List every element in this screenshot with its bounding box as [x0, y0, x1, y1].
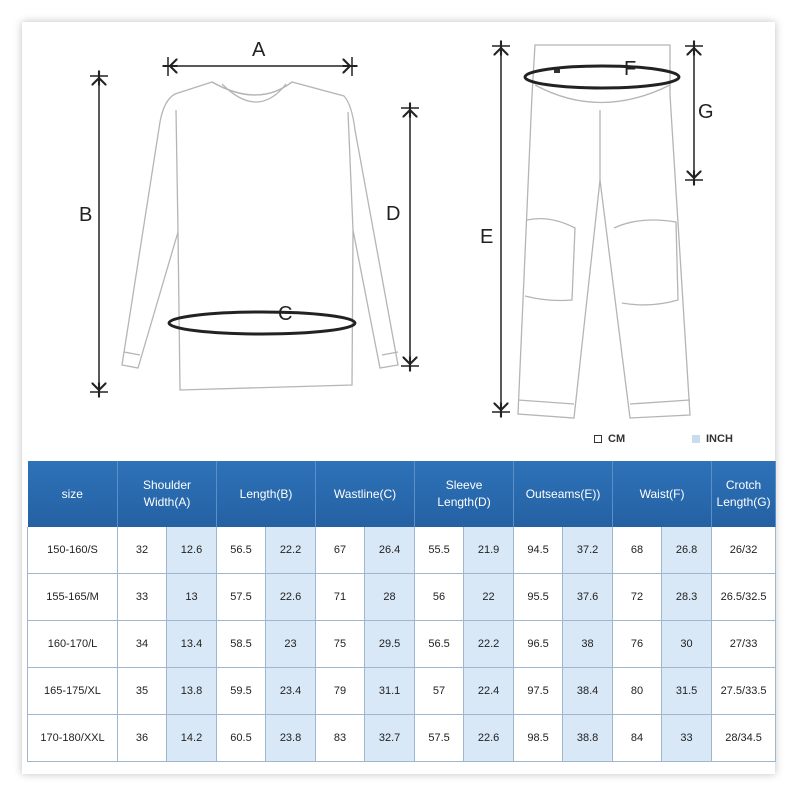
cell-outseams-cm: 96.5 [514, 621, 563, 668]
cell-length-in: 23.8 [266, 715, 316, 762]
cell-sleeve-cm: 56.5 [415, 621, 464, 668]
legend-cm: CM [594, 433, 625, 445]
table-row [28, 668, 776, 715]
cell-waist-cm: 68 [613, 527, 662, 574]
header-sleeve: Sleeve Length(D) [415, 461, 514, 527]
cell-waist-in: 26.8 [662, 527, 712, 574]
table-header [28, 461, 776, 527]
cell-outseams-cm: 95.5 [514, 574, 563, 621]
cell-length-cm: 59.5 [217, 668, 266, 715]
cell-outseams-in: 37.6 [563, 574, 613, 621]
label-d: D [386, 203, 401, 225]
cell-waist-in: 30 [662, 621, 712, 668]
cell-length-in: 23 [266, 621, 316, 668]
cell-sleeve-in: 22.4 [464, 668, 514, 715]
label-c: C [278, 303, 293, 325]
header-size: size [28, 461, 118, 527]
cell-length-cm: 57.5 [217, 574, 266, 621]
cell-size: 160-170/L [28, 621, 118, 668]
cell-shoulder-in: 14.2 [167, 715, 217, 762]
cell-length-cm: 60.5 [217, 715, 266, 762]
cell-size: 155-165/M [28, 574, 118, 621]
cell-shoulder-cm: 34 [118, 621, 167, 668]
label-e: E [480, 226, 494, 248]
cell-size: 170-180/XXL [28, 715, 118, 762]
cell-shoulder-cm: 32 [118, 527, 167, 574]
cell-waist-cm: 72 [613, 574, 662, 621]
cell-waistline-cm: 79 [316, 668, 365, 715]
cell-crotch: 27.5/33.5 [712, 668, 776, 715]
label-b: B [79, 204, 93, 226]
cell-crotch: 27/33 [712, 621, 776, 668]
table-row [28, 621, 776, 668]
cell-waistline-cm: 71 [316, 574, 365, 621]
cm-swatch-icon [594, 435, 602, 443]
cell-outseams-in: 38.8 [563, 715, 613, 762]
header-waist: Waist(F) [613, 461, 712, 527]
cell-waistline-cm: 67 [316, 527, 365, 574]
cell-crotch: 28/34.5 [712, 715, 776, 762]
cell-waist-cm: 76 [613, 621, 662, 668]
cell-shoulder-in: 13.8 [167, 668, 217, 715]
label-f: F [624, 58, 637, 80]
cell-sleeve-cm: 56 [415, 574, 464, 621]
cell-length-in: 22.2 [266, 527, 316, 574]
header-outseams: Outseams(E)) [514, 461, 613, 527]
cell-waistline-in: 26.4 [365, 527, 415, 574]
table-row [28, 715, 776, 762]
cell-sleeve-cm: 55.5 [415, 527, 464, 574]
cell-length-in: 22.6 [266, 574, 316, 621]
cell-size: 150-160/S [28, 527, 118, 574]
table-row [28, 527, 776, 574]
cell-crotch: 26/32 [712, 527, 776, 574]
cell-outseams-cm: 94.5 [514, 527, 563, 574]
cell-outseams-cm: 97.5 [514, 668, 563, 715]
cell-size: 165-175/XL [28, 668, 118, 715]
pants-outline [518, 45, 690, 418]
cell-length-cm: 58.5 [217, 621, 266, 668]
cell-shoulder-cm: 35 [118, 668, 167, 715]
cell-sleeve-in: 22.2 [464, 621, 514, 668]
cell-waist-cm: 80 [613, 668, 662, 715]
cell-sleeve-in: 22.6 [464, 715, 514, 762]
cell-shoulder-cm: 36 [118, 715, 167, 762]
header-waistline: Wastline(C) [316, 461, 415, 527]
cell-sleeve-in: 22 [464, 574, 514, 621]
cell-outseams-in: 38.4 [563, 668, 613, 715]
cell-waist-in: 31.5 [662, 668, 712, 715]
legend-inch: INCH [692, 433, 733, 445]
cell-sleeve-cm: 57 [415, 668, 464, 715]
cell-crotch: 26.5/32.5 [712, 574, 776, 621]
cell-waist-cm: 84 [613, 715, 662, 762]
cell-waistline-cm: 75 [316, 621, 365, 668]
cell-outseams-cm: 98.5 [514, 715, 563, 762]
cell-waistline-in: 29.5 [365, 621, 415, 668]
cell-waistline-cm: 83 [316, 715, 365, 762]
cell-waist-in: 33 [662, 715, 712, 762]
header-length: Length(B) [217, 461, 316, 527]
label-g: G [698, 101, 714, 123]
cell-shoulder-cm: 33 [118, 574, 167, 621]
cell-waistline-in: 28 [365, 574, 415, 621]
cell-length-cm: 56.5 [217, 527, 266, 574]
cell-shoulder-in: 13.4 [167, 621, 217, 668]
cell-length-in: 23.4 [266, 668, 316, 715]
cell-waistline-in: 32.7 [365, 715, 415, 762]
header-crotch: Crotch Length(G) [712, 461, 776, 527]
size-table [27, 461, 776, 762]
cell-shoulder-in: 13 [167, 574, 217, 621]
table-row [28, 574, 776, 621]
cell-sleeve-in: 21.9 [464, 527, 514, 574]
shirt-outline [122, 82, 401, 390]
cell-shoulder-in: 12.6 [167, 527, 217, 574]
cell-waist-in: 28.3 [662, 574, 712, 621]
cell-sleeve-cm: 57.5 [415, 715, 464, 762]
table-body [28, 527, 776, 762]
label-a: A [252, 39, 266, 61]
header-shoulder: Shoulder Width(A) [118, 461, 217, 527]
cell-waistline-in: 31.1 [365, 668, 415, 715]
cell-outseams-in: 38 [563, 621, 613, 668]
inch-swatch-icon [692, 435, 700, 443]
cell-outseams-in: 37.2 [563, 527, 613, 574]
